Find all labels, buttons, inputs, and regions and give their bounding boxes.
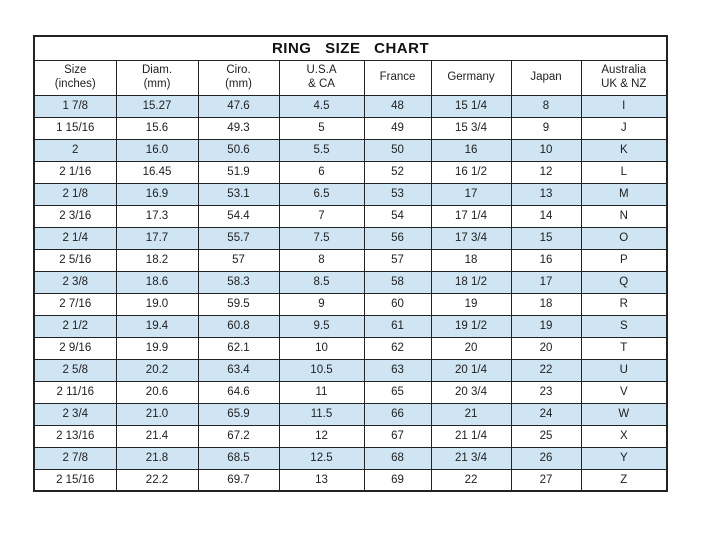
table-cell-germany: 21 1/4 (431, 425, 511, 447)
table-cell-ciro-mm: 57 (198, 249, 279, 271)
table-cell-usa-ca: 12.5 (279, 447, 364, 469)
table-cell-japan: 16 (511, 249, 581, 271)
table-cell-size-inches: 2 13/16 (34, 425, 116, 447)
table-cell-ciro-mm: 64.6 (198, 381, 279, 403)
table-cell-france: 48 (364, 95, 431, 117)
table-cell-diam-mm: 18.6 (116, 271, 198, 293)
table-cell-usa-ca: 13 (279, 469, 364, 491)
table-row (34, 425, 667, 447)
table-cell-japan: 14 (511, 205, 581, 227)
table-cell-australia-uk-nz: S (581, 315, 667, 337)
table-cell-france: 60 (364, 293, 431, 315)
table-cell-japan: 23 (511, 381, 581, 403)
table-cell-japan: 24 (511, 403, 581, 425)
table-cell-usa-ca: 4.5 (279, 95, 364, 117)
table-cell-diam-mm: 17.3 (116, 205, 198, 227)
table-head (34, 36, 667, 95)
table-cell-australia-uk-nz: I (581, 95, 667, 117)
column-header-line1: Ciro. (226, 64, 251, 77)
table-row (34, 249, 667, 271)
table-cell-ciro-mm: 50.6 (198, 139, 279, 161)
table-cell-usa-ca: 9 (279, 293, 364, 315)
table-cell-australia-uk-nz: W (581, 403, 667, 425)
table-body (34, 95, 667, 491)
table-cell-japan: 27 (511, 469, 581, 491)
table-cell-germany: 18 1/2 (431, 271, 511, 293)
table-cell-ciro-mm: 53.1 (198, 183, 279, 205)
column-header-diam-mm (116, 60, 198, 95)
table-cell-ciro-mm: 59.5 (198, 293, 279, 315)
table-row (34, 337, 667, 359)
table-cell-diam-mm: 20.6 (116, 381, 198, 403)
table-row (34, 183, 667, 205)
column-header-size-inches (34, 60, 116, 95)
table-cell-size-inches: 2 11/16 (34, 381, 116, 403)
table-cell-size-inches: 2 3/8 (34, 271, 116, 293)
column-header-line2: UK & NZ (601, 77, 647, 90)
table-cell-size-inches: 2 1/8 (34, 183, 116, 205)
table-cell-usa-ca: 8.5 (279, 271, 364, 293)
table-cell-germany: 17 1/4 (431, 205, 511, 227)
table-cell-france: 66 (364, 403, 431, 425)
column-header-france (364, 60, 431, 95)
table-cell-france: 57 (364, 249, 431, 271)
table-cell-france: 62 (364, 337, 431, 359)
table-cell-australia-uk-nz: J (581, 117, 667, 139)
table-cell-australia-uk-nz: Q (581, 271, 667, 293)
table-row (34, 315, 667, 337)
table-cell-usa-ca: 11.5 (279, 403, 364, 425)
table-row (34, 227, 667, 249)
table-cell-germany: 20 (431, 337, 511, 359)
table-cell-japan: 25 (511, 425, 581, 447)
table-cell-usa-ca: 10.5 (279, 359, 364, 381)
table-cell-france: 61 (364, 315, 431, 337)
table-row (34, 447, 667, 469)
table-cell-usa-ca: 6 (279, 161, 364, 183)
table-cell-australia-uk-nz: N (581, 205, 667, 227)
table-cell-japan: 26 (511, 447, 581, 469)
table-cell-germany: 17 3/4 (431, 227, 511, 249)
table-cell-france: 49 (364, 117, 431, 139)
table-cell-ciro-mm: 62.1 (198, 337, 279, 359)
table-cell-diam-mm: 19.0 (116, 293, 198, 315)
table-cell-australia-uk-nz: X (581, 425, 667, 447)
column-header-line1: Japan (530, 70, 562, 83)
table-cell-france: 54 (364, 205, 431, 227)
table-cell-usa-ca: 12 (279, 425, 364, 447)
table-cell-france: 68 (364, 447, 431, 469)
table-cell-diam-mm: 19.9 (116, 337, 198, 359)
title-row (34, 36, 667, 60)
table-cell-usa-ca: 11 (279, 381, 364, 403)
table-cell-usa-ca: 9.5 (279, 315, 364, 337)
column-header-line2: (mm) (143, 77, 171, 90)
table-cell-ciro-mm: 68.5 (198, 447, 279, 469)
table-cell-size-inches: 2 3/16 (34, 205, 116, 227)
column-header-line2: (mm) (225, 77, 252, 90)
table-cell-germany: 19 (431, 293, 511, 315)
table-cell-germany: 21 (431, 403, 511, 425)
table-cell-ciro-mm: 63.4 (198, 359, 279, 381)
table-row (34, 95, 667, 117)
table-header-row (34, 60, 667, 95)
table-cell-germany: 18 (431, 249, 511, 271)
table-cell-japan: 17 (511, 271, 581, 293)
column-header-germany (431, 60, 511, 95)
table-cell-japan: 13 (511, 183, 581, 205)
table-cell-diam-mm: 15.27 (116, 95, 198, 117)
table-cell-diam-mm: 18.2 (116, 249, 198, 271)
page-title: RING SIZE CHART (34, 36, 667, 60)
table-cell-diam-mm: 17.7 (116, 227, 198, 249)
column-header-line1: Australia (601, 64, 647, 77)
column-header-line1: Diam. (141, 64, 173, 77)
table-cell-size-inches: 2 7/8 (34, 447, 116, 469)
table-cell-diam-mm: 21.4 (116, 425, 198, 447)
table-cell-size-inches: 2 5/16 (34, 249, 116, 271)
table-cell-size-inches: 2 15/16 (34, 469, 116, 491)
table-cell-germany: 20 1/4 (431, 359, 511, 381)
table-cell-germany: 16 (431, 139, 511, 161)
table-cell-size-inches: 2 1/4 (34, 227, 116, 249)
table-cell-france: 65 (364, 381, 431, 403)
table-cell-japan: 15 (511, 227, 581, 249)
table-cell-france: 67 (364, 425, 431, 447)
table-cell-size-inches: 2 1/2 (34, 315, 116, 337)
table-cell-australia-uk-nz: O (581, 227, 667, 249)
table-cell-japan: 22 (511, 359, 581, 381)
table-cell-australia-uk-nz: P (581, 249, 667, 271)
table-cell-germany: 15 3/4 (431, 117, 511, 139)
table-cell-australia-uk-nz: M (581, 183, 667, 205)
table-cell-germany: 16 1/2 (431, 161, 511, 183)
table-cell-france: 58 (364, 271, 431, 293)
table-cell-japan: 19 (511, 315, 581, 337)
table-cell-diam-mm: 16.9 (116, 183, 198, 205)
table-cell-ciro-mm: 47.6 (198, 95, 279, 117)
table-cell-germany: 21 3/4 (431, 447, 511, 469)
table-row (34, 139, 667, 161)
table-cell-diam-mm: 20.2 (116, 359, 198, 381)
table-cell-ciro-mm: 67.2 (198, 425, 279, 447)
table-cell-usa-ca: 5.5 (279, 139, 364, 161)
table-cell-size-inches: 1 15/16 (34, 117, 116, 139)
table-row (34, 403, 667, 425)
table-cell-size-inches: 2 3/4 (34, 403, 116, 425)
table-cell-ciro-mm: 54.4 (198, 205, 279, 227)
table-cell-australia-uk-nz: Y (581, 447, 667, 469)
table-cell-france: 52 (364, 161, 431, 183)
table-cell-usa-ca: 7.5 (279, 227, 364, 249)
table-row (34, 469, 667, 491)
table-cell-germany: 20 3/4 (431, 381, 511, 403)
table-cell-diam-mm: 15.6 (116, 117, 198, 139)
table-cell-ciro-mm: 60.8 (198, 315, 279, 337)
table-cell-size-inches: 2 1/16 (34, 161, 116, 183)
table-cell-germany: 17 (431, 183, 511, 205)
table-cell-australia-uk-nz: Z (581, 469, 667, 491)
table-row (34, 161, 667, 183)
table-row (34, 381, 667, 403)
table-row (34, 205, 667, 227)
table-cell-germany: 15 1/4 (431, 95, 511, 117)
table-cell-france: 50 (364, 139, 431, 161)
table-cell-diam-mm: 19.4 (116, 315, 198, 337)
table-cell-ciro-mm: 58.3 (198, 271, 279, 293)
table-row (34, 293, 667, 315)
table-cell-japan: 8 (511, 95, 581, 117)
table-cell-japan: 20 (511, 337, 581, 359)
table-cell-australia-uk-nz: R (581, 293, 667, 315)
table-cell-japan: 10 (511, 139, 581, 161)
table-cell-size-inches: 1 7/8 (34, 95, 116, 117)
column-header-japan (511, 60, 581, 95)
table-cell-australia-uk-nz: V (581, 381, 667, 403)
table-cell-australia-uk-nz: L (581, 161, 667, 183)
column-header-line1: Size (64, 64, 87, 77)
table-cell-japan: 9 (511, 117, 581, 139)
table-cell-france: 56 (364, 227, 431, 249)
table-cell-size-inches: 2 7/16 (34, 293, 116, 315)
column-header-australia-uk-nz (581, 60, 667, 95)
column-header-line2: (inches) (54, 77, 96, 90)
table-row (34, 359, 667, 381)
table-cell-ciro-mm: 69.7 (198, 469, 279, 491)
table-cell-diam-mm: 22.2 (116, 469, 198, 491)
table-cell-size-inches: 2 5/8 (34, 359, 116, 381)
table-cell-germany: 22 (431, 469, 511, 491)
table-cell-germany: 19 1/2 (431, 315, 511, 337)
table-cell-usa-ca: 10 (279, 337, 364, 359)
table-row (34, 271, 667, 293)
table-cell-diam-mm: 21.8 (116, 447, 198, 469)
column-header-line1: Germany (447, 70, 495, 83)
table-cell-japan: 12 (511, 161, 581, 183)
column-header-usa-ca (279, 60, 364, 95)
table-cell-diam-mm: 16.0 (116, 139, 198, 161)
table-cell-ciro-mm: 49.3 (198, 117, 279, 139)
table-cell-size-inches: 2 (34, 139, 116, 161)
table-cell-size-inches: 2 9/16 (34, 337, 116, 359)
table-cell-usa-ca: 7 (279, 205, 364, 227)
table-cell-japan: 18 (511, 293, 581, 315)
table-cell-diam-mm: 21.0 (116, 403, 198, 425)
ring-size-table (33, 35, 668, 492)
table-cell-usa-ca: 8 (279, 249, 364, 271)
table-cell-france: 53 (364, 183, 431, 205)
table-cell-australia-uk-nz: T (581, 337, 667, 359)
table-cell-ciro-mm: 51.9 (198, 161, 279, 183)
table-row (34, 117, 667, 139)
table-cell-usa-ca: 6.5 (279, 183, 364, 205)
table-cell-diam-mm: 16.45 (116, 161, 198, 183)
table-cell-australia-uk-nz: K (581, 139, 667, 161)
column-header-line1: U.S.A (306, 64, 337, 77)
column-header-line1: France (379, 70, 416, 83)
column-header-ciro-mm (198, 60, 279, 95)
table-cell-ciro-mm: 65.9 (198, 403, 279, 425)
table-cell-ciro-mm: 55.7 (198, 227, 279, 249)
table-cell-france: 63 (364, 359, 431, 381)
table-cell-usa-ca: 5 (279, 117, 364, 139)
column-header-line2: & CA (308, 77, 335, 90)
table-cell-australia-uk-nz: U (581, 359, 667, 381)
table-cell-france: 69 (364, 469, 431, 491)
